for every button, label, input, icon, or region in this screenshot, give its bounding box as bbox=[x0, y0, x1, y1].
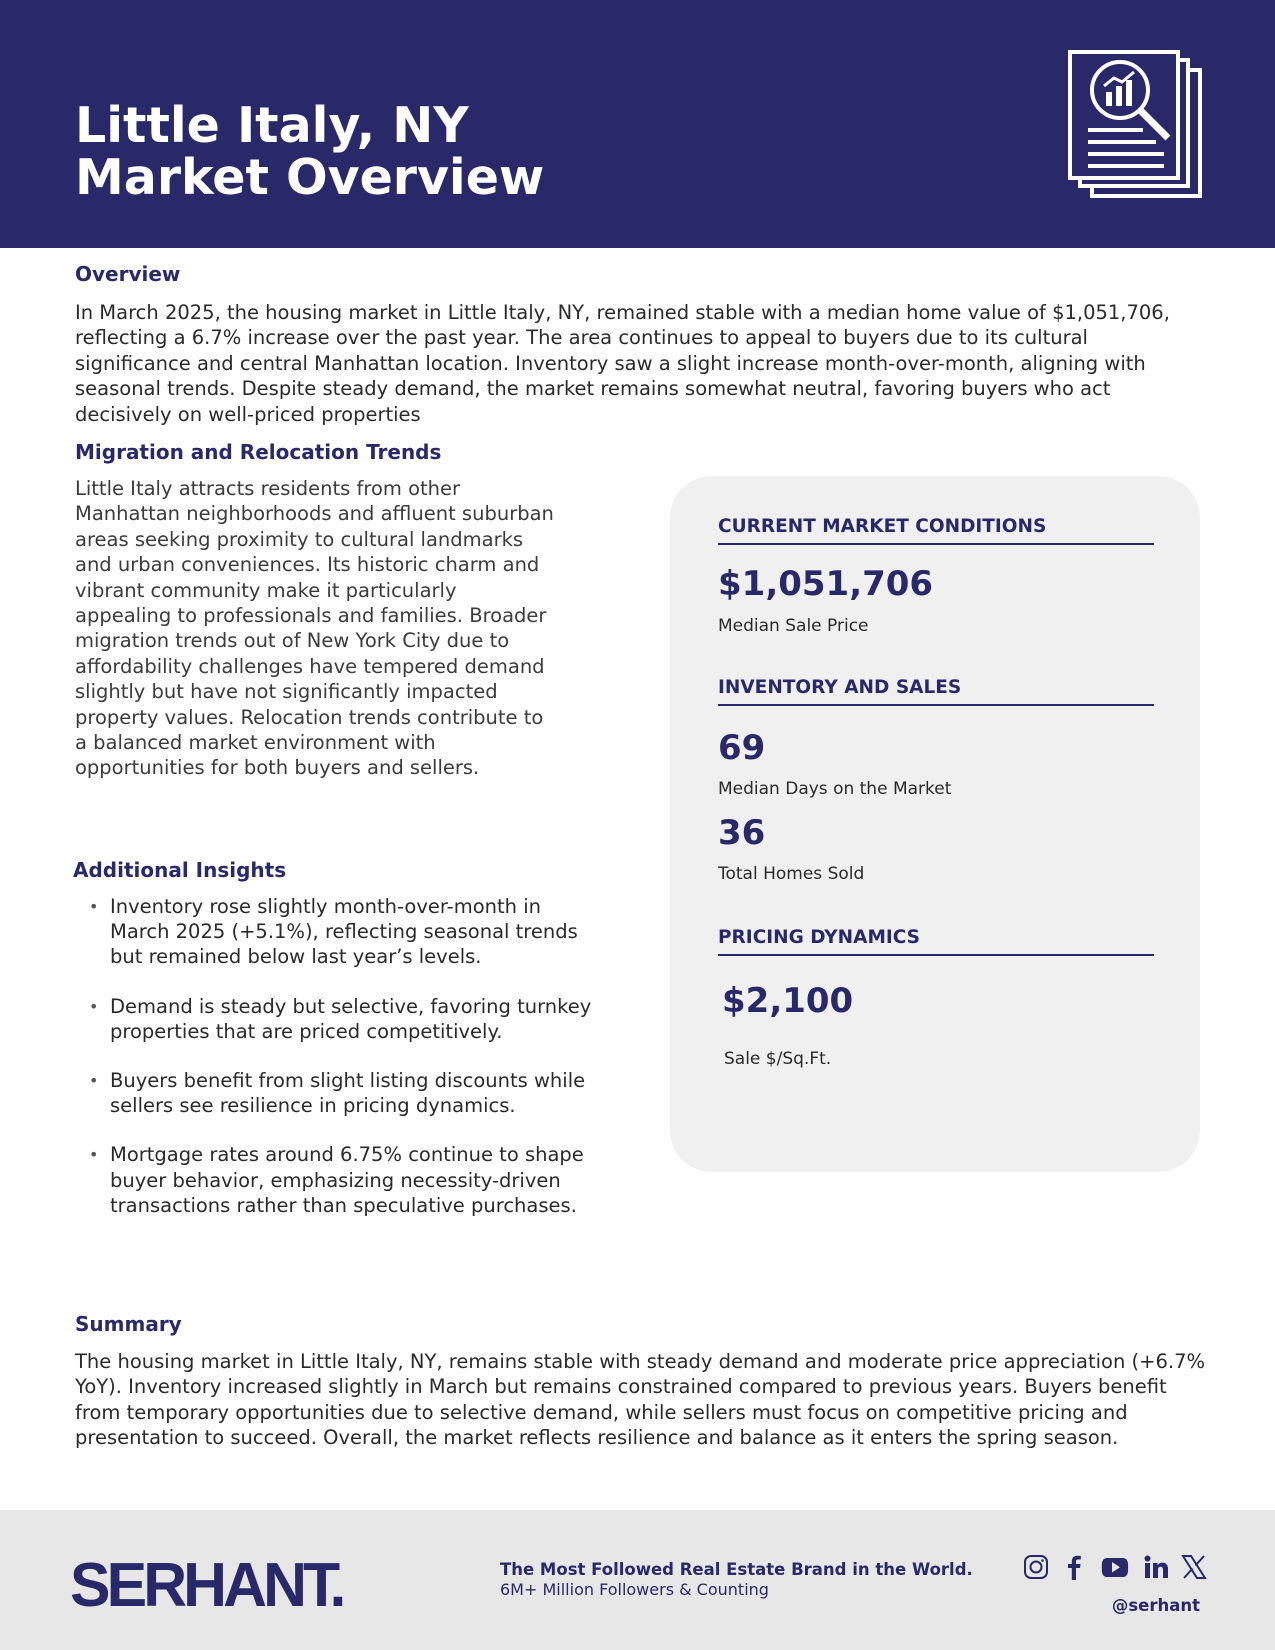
title-line-1: Little Italy, NY bbox=[75, 97, 469, 154]
summary-heading: Summary bbox=[75, 1312, 182, 1336]
x-icon[interactable] bbox=[1180, 1553, 1208, 1581]
brand-logo: SERHANT. bbox=[70, 1551, 343, 1620]
price-sqft-value: $2,100 bbox=[722, 981, 854, 1021]
migration-heading: Migration and Relocation Trends bbox=[75, 440, 442, 464]
list-item: • Demand is steady but selective, favoring turnkey properties that are priced competitively. bbox=[89, 994, 592, 1043]
instagram-icon[interactable] bbox=[1022, 1553, 1050, 1581]
conditions-heading: CURRENT MARKET CONDITIONS bbox=[718, 516, 1154, 545]
report-magnifier-icon bbox=[1068, 50, 1203, 200]
facebook-icon[interactable] bbox=[1060, 1553, 1088, 1581]
homes-sold-label: Total Homes Sold bbox=[718, 864, 865, 884]
social-handle[interactable]: @serhant bbox=[1111, 1596, 1200, 1615]
market-stats-card bbox=[670, 476, 1200, 1172]
inventory-heading: INVENTORY AND SALES bbox=[718, 677, 1154, 706]
overview-heading: Overview bbox=[75, 262, 181, 286]
youtube-icon[interactable] bbox=[1098, 1553, 1132, 1581]
summary-text: The housing market in Little Italy, NY, remains stable with steady demand and moderate price appreciation (+6.7% YoY). Inventory increased slightly in March but remains constrained compared to previous years. Buyers benefit from temporary opportunities due to selective demand, while sellers must focus on competitive pricing and presentation to succeed. Overall, the market reflects resilience and balance as it enters the spring season. bbox=[75, 1350, 1206, 1450]
brand-tagline: The Most Followed Real Estate Brand in the World. bbox=[500, 1560, 973, 1579]
title-line-2: Market Overview bbox=[75, 149, 545, 206]
linkedin-icon[interactable] bbox=[1142, 1553, 1170, 1581]
list-item: • Inventory rose slightly month-over-month in March 2025 (+5.1%), reflecting seasonal trends but remained below last year’s levels. bbox=[89, 895, 578, 969]
insight-text: Demand is steady but selective, favoring turnkey properties that are priced competitively. bbox=[110, 994, 592, 1043]
overview-text: In March 2025, the housing market in Little Italy, NY, remained stable with a median home value of $1,051,706, reflecting a 6.7% increase over the past year. The area continues to appeal to buyers due to its cultural significance and central Manhattan location. Inventory saw a slight increase month-over-month, aligning with seasonal trends. Despite steady demand, the market remains somewhat neutral, favoring buyers who act decisively on well-priced properties bbox=[75, 301, 1170, 426]
page-title bbox=[75, 97, 545, 206]
list-item: • Mortgage rates around 6.75% continue to shape buyer behavior, emphasizing necessity-driven transactions rather than speculative purchases. bbox=[89, 1143, 584, 1217]
list-item: • Buyers benefit from slight listing discounts while sellers see resilience in pricing dynamics. bbox=[89, 1069, 586, 1118]
insight-text: Buyers benefit from slight listing discounts while sellers see resilience in pricing dynamics. bbox=[110, 1069, 586, 1118]
price-sqft-label: Sale $/Sq.Ft. bbox=[724, 1049, 832, 1069]
insight-text: Mortgage rates around 6.75% continue to shape buyer behavior, emphasizing necessity-driven transactions rather than speculative purchases. bbox=[110, 1143, 584, 1217]
homes-sold-value: 36 bbox=[718, 813, 766, 853]
insights-heading: Additional Insights bbox=[73, 858, 287, 882]
median-price-value: $1,051,706 bbox=[718, 564, 934, 604]
insights-list bbox=[75, 894, 595, 1242]
insight-text: Inventory rose slightly month-over-month in March 2025 (+5.1%), reflecting seasonal trends but remained below last year’s levels. bbox=[110, 895, 578, 969]
days-on-market-label: Median Days on the Market bbox=[718, 779, 952, 799]
brand-subtagline: 6M+ Million Followers & Counting bbox=[500, 1580, 769, 1599]
median-price-label: Median Sale Price bbox=[718, 616, 869, 636]
days-on-market-value: 69 bbox=[718, 728, 766, 768]
migration-text: Little Italy attracts residents from other Manhattan neighborhoods and affluent suburban areas seeking proximity to cultural landmarks and urban conveniences. Its historic charm and vibrant community make it particularly appealing to professionals and families. Broader migration trends out of New York City due to affordability challenges have tempered demand slightly but have not significantly impacted property values. Relocation trends contribute to a balanced market environment with opportunities for both buyers and sellers. bbox=[75, 477, 554, 780]
page-header bbox=[0, 0, 1275, 248]
page-footer bbox=[0, 1510, 1275, 1650]
pricing-heading: PRICING DYNAMICS bbox=[718, 927, 1154, 956]
social-links bbox=[1022, 1552, 1208, 1582]
